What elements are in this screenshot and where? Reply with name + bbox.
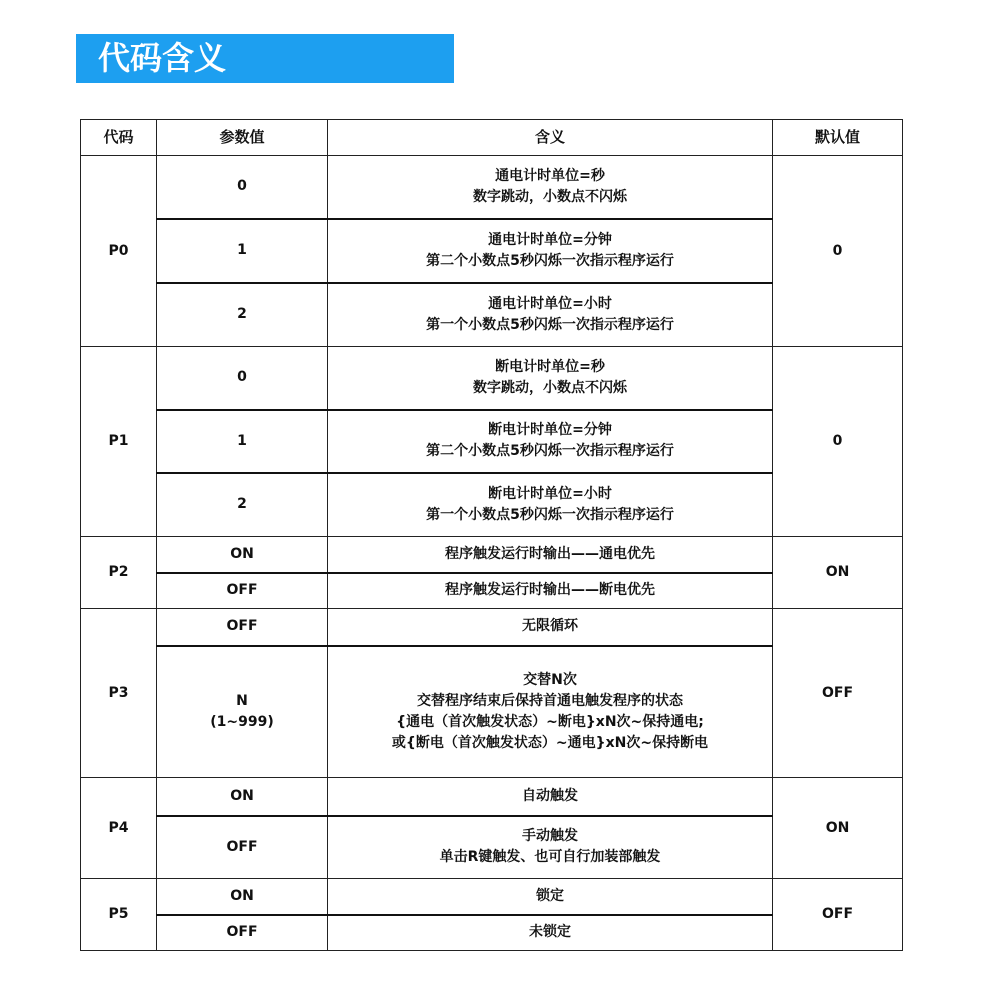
- meaning-cell: [328, 915, 773, 951]
- meaning-cell: [328, 347, 773, 410]
- param-value-cell: [157, 347, 328, 410]
- table-row: [81, 879, 903, 915]
- param-value-cell: [157, 879, 328, 915]
- param-value-cell: [157, 410, 328, 473]
- meaning-cell: [328, 410, 773, 473]
- meaning-line: 交替程序结束后保持首通电触发程序的状态: [417, 692, 683, 709]
- param-value-line: 2: [237, 306, 247, 323]
- meaning-line: 通电计时单位=分钟: [488, 231, 612, 248]
- meaning-line: 断电计时单位=秒: [495, 358, 605, 375]
- meaning-cell: [328, 283, 773, 347]
- meaning-line: 未锁定: [529, 924, 571, 941]
- meaning-line: 数字跳动，小数点不闪烁: [473, 188, 627, 205]
- meaning-line: 无限循环: [522, 618, 578, 635]
- param-value-cell: [157, 573, 328, 609]
- code-cell: P2: [81, 537, 157, 609]
- param-value-cell: [157, 609, 328, 646]
- meaning-line: 第一个小数点5秒闪烁一次指示程序运行: [426, 506, 674, 523]
- default-value-cell: 0: [773, 347, 903, 537]
- param-value-line: OFF: [226, 838, 258, 855]
- param-value-cell: [157, 816, 328, 879]
- code-cell: P3: [81, 609, 157, 778]
- meaning-line: 程序触发运行时输出——断电优先: [445, 582, 655, 599]
- meaning-cell: [328, 156, 773, 219]
- param-value-line: 1: [237, 432, 247, 449]
- table-header-row: [81, 120, 903, 156]
- meaning-line: 单击R键触发、也可自行加装部触发: [439, 849, 661, 866]
- default-value-cell: OFF: [773, 879, 903, 951]
- meaning-cell: [328, 537, 773, 573]
- param-value-cell: [157, 283, 328, 347]
- meaning-line: 断电计时单位=分钟: [488, 422, 612, 438]
- column-header-code: 代码: [81, 120, 157, 156]
- param-value-line: OFF: [226, 924, 258, 941]
- table-row: [81, 609, 903, 646]
- default-value-cell: 0: [773, 156, 903, 347]
- meaning-line: 通电计时单位=小时: [488, 295, 612, 312]
- meaning-line: 第二个小数点5秒闪烁一次指示程序运行: [426, 443, 674, 459]
- meaning-line: 第一个小数点5秒闪烁一次指示程序运行: [426, 316, 674, 333]
- section-title-bar: [76, 34, 454, 83]
- meaning-cell: [328, 778, 773, 816]
- param-value-cell: [157, 646, 328, 778]
- param-value-line: (1~999): [210, 713, 274, 730]
- param-value-line: ON: [230, 787, 254, 804]
- section-title: 代码含义: [98, 39, 227, 77]
- meaning-line: {通电（首次触发状态）~断电}xN次~保持通电;: [396, 713, 704, 730]
- meaning-line: 第二个小数点5秒闪烁一次指示程序运行: [426, 252, 674, 269]
- param-value-cell: [157, 473, 328, 537]
- param-value-line: N: [236, 692, 248, 709]
- code-meaning-table: [80, 119, 903, 951]
- meaning-cell: [328, 879, 773, 915]
- meaning-cell: [328, 219, 773, 283]
- param-value-cell: [157, 156, 328, 219]
- meaning-cell: [328, 473, 773, 537]
- param-value-cell: [157, 915, 328, 951]
- meaning-cell: [328, 573, 773, 609]
- meaning-line: 手动触发: [522, 828, 578, 845]
- table-body: [81, 156, 903, 951]
- param-value-line: 0: [237, 369, 247, 386]
- param-value-line: 0: [237, 178, 247, 195]
- code-cell: P4: [81, 778, 157, 879]
- param-value-cell: [157, 219, 328, 283]
- default-value-cell: ON: [773, 537, 903, 609]
- meaning-line: 交替N次: [523, 671, 577, 688]
- table-row: [81, 156, 903, 219]
- meaning-line: 断电计时单位=小时: [488, 485, 612, 502]
- param-value-line: 2: [237, 496, 247, 513]
- param-value-cell: [157, 537, 328, 573]
- meaning-cell: [328, 646, 773, 778]
- table-row: [81, 537, 903, 573]
- code-cell: P1: [81, 347, 157, 537]
- meaning-line: 通电计时单位=秒: [495, 167, 605, 184]
- meaning-line: 或{断电（首次触发状态）~通电}xN次~保持断电: [391, 734, 709, 751]
- param-value-line: OFF: [226, 618, 258, 635]
- table-row: [81, 347, 903, 410]
- table-row: [81, 778, 903, 816]
- code-cell: P0: [81, 156, 157, 347]
- param-value-line: OFF: [226, 582, 258, 599]
- param-value-line: 1: [237, 242, 247, 258]
- meaning-cell: [328, 609, 773, 646]
- param-value-line: ON: [230, 545, 254, 562]
- default-value-cell: ON: [773, 778, 903, 879]
- meaning-cell: [328, 816, 773, 879]
- column-header-param: 参数值: [157, 120, 328, 156]
- code-cell: P5: [81, 879, 157, 951]
- meaning-line: 锁定: [536, 887, 564, 904]
- meaning-line: 自动触发: [522, 787, 578, 804]
- meaning-line: 程序触发运行时输出——通电优先: [445, 545, 655, 562]
- column-header-meaning: 含义: [328, 120, 773, 156]
- param-value-cell: [157, 778, 328, 816]
- default-value-cell: OFF: [773, 609, 903, 778]
- column-header-default: 默认值: [773, 120, 903, 156]
- param-value-line: ON: [230, 887, 254, 904]
- meaning-line: 数字跳动，小数点不闪烁: [473, 379, 627, 396]
